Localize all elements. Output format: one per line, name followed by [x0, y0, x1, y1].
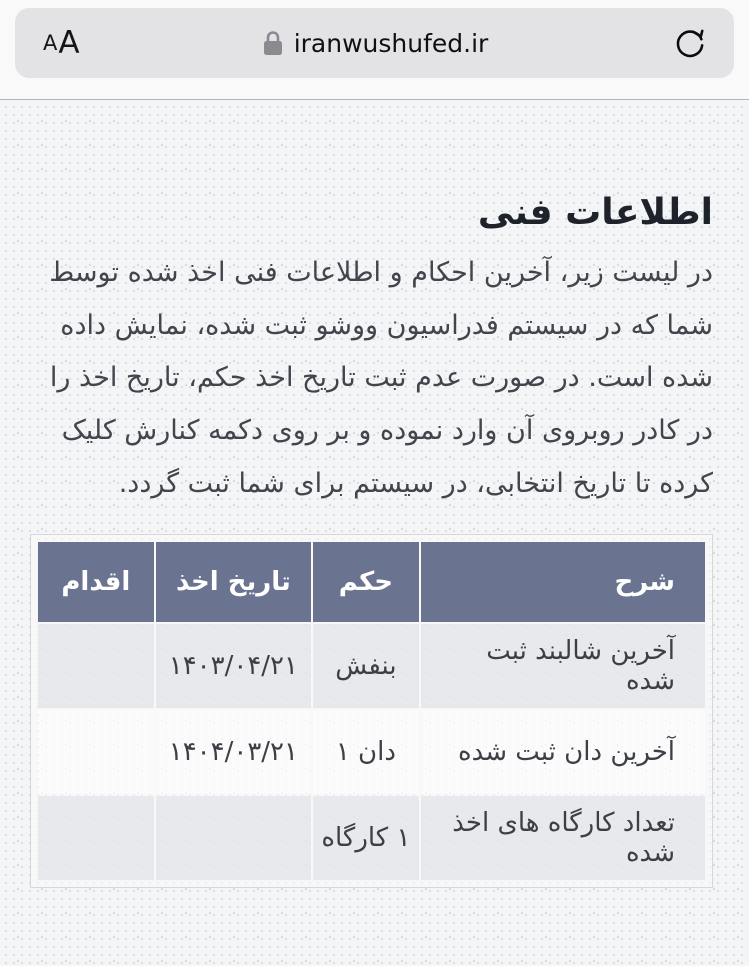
cell-rank: بنفش	[313, 624, 419, 708]
table-row	[38, 624, 705, 708]
technical-info-table-container	[30, 534, 713, 888]
cell-description: آخرین شالبند ثبت شده	[421, 624, 705, 708]
table-row	[38, 796, 705, 880]
cell-date: ۱۴۰۳/۰۴/۲۱	[156, 624, 311, 708]
page-title: اطلاعات فنی	[477, 192, 713, 233]
address-bar[interactable]	[15, 8, 734, 78]
cell-action	[38, 624, 154, 708]
header-description: شرح	[421, 542, 705, 622]
cell-action	[38, 796, 154, 880]
cell-date: ۱۴۰۴/۰۳/۲۱	[156, 710, 311, 794]
table-header-row	[38, 542, 705, 622]
page-description: در لیست زیر، آخرین احکام و اطلاعات فنی اخذ شده توسط شما که در سیستم فدراسیون ووشو ثبت شده، نمایش داده شده است. در صورت عدم ثبت تاریخ اخذ حکم، تاریخ اخذ را در کادر روبروی آن وارد نموده و بر روی دکمه کنارش کلیک کرده تا تاریخ انتخابی، در سیستم برای شما ثبت گردد.	[49, 257, 713, 499]
refresh-button[interactable]	[672, 8, 708, 78]
url-display[interactable]	[261, 29, 489, 58]
cell-action	[38, 710, 154, 794]
table-row	[38, 710, 705, 794]
technical-info-table	[36, 540, 707, 882]
browser-toolbar	[0, 0, 749, 100]
header-action: اقدام	[38, 542, 154, 622]
url-text: iranwushufed.ir	[293, 28, 489, 58]
cell-description: تعداد کارگاه های اخذ شده	[421, 796, 705, 880]
web-page-content	[0, 100, 749, 965]
reader-big-a: A	[58, 25, 81, 61]
cell-date	[156, 796, 311, 880]
cell-description: آخرین دان ثبت شده	[421, 710, 705, 794]
cell-rank: ۱ کارگاه	[313, 796, 419, 880]
reader-text-size-button[interactable]	[43, 8, 81, 78]
lock-icon	[261, 30, 285, 57]
header-rank: حکم	[313, 542, 419, 622]
header-date-obtained: تاریخ اخذ	[156, 542, 311, 622]
reader-small-a: A	[43, 31, 59, 55]
cell-rank: دان ۱	[313, 710, 419, 794]
